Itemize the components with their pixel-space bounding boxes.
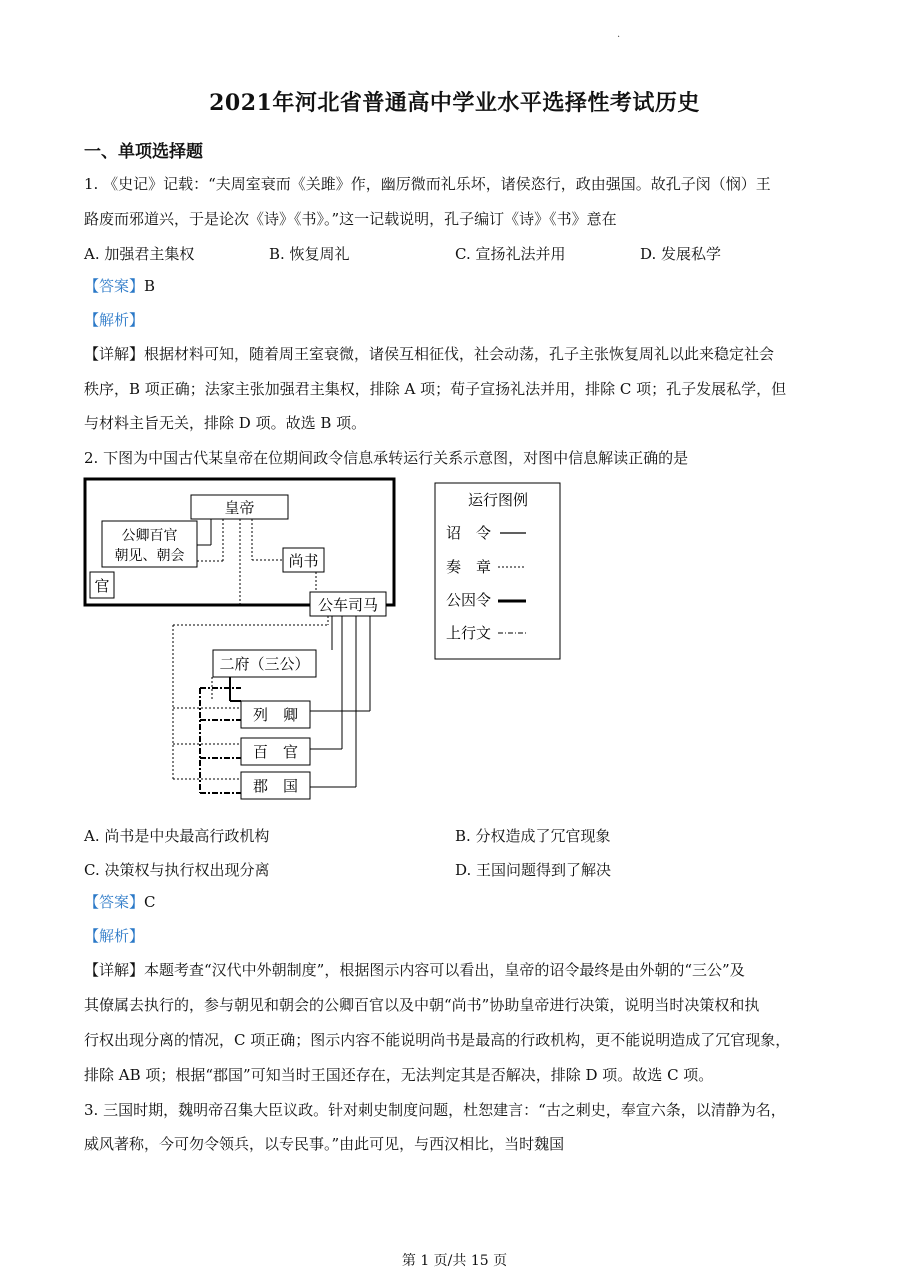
q2-option-c: C. 决策权与执行权出现分离 <box>84 861 270 879</box>
q2-option-d: D. 王国问题得到了解决 <box>455 861 612 879</box>
detail-tag: 【详解】 <box>84 345 145 363</box>
emperor-label: 皇帝 <box>224 499 255 517</box>
answer-value: B <box>144 277 156 295</box>
junguo-label: 郡 国 <box>252 777 299 795</box>
q1-option-d: D. 发展私学 <box>640 245 722 263</box>
guan-label: 官 <box>94 577 110 595</box>
q2-answer <box>84 892 832 912</box>
baiguan-label: 百 官 <box>252 743 299 761</box>
q2-detail-line-3: 行权出现分离的情况，C 项正确；图示内容不能说明尚书是最高的行政机构，更不能说明造成了冗官现象， <box>84 1031 791 1049</box>
q3-stem-line-2: 威风著称，今可勿令领兵，以专民事。”由此可见，与西汉相比，当时魏国 <box>84 1135 565 1153</box>
legend-item-memorial: 奏 章 <box>446 558 492 576</box>
q1-analysis-tag: 【解析】 <box>84 311 145 329</box>
government-flow-diagram <box>80 475 570 810</box>
q1-detail-line-2: 秩序，B 项正确；法家主张加强君主集权，排除 A 项；荀子宣扬礼法并用，排除 C 项；孔子发展私学，但 <box>84 380 787 398</box>
exam-title: 2021年河北省普通高中学业水平选择性考试历史 <box>209 90 700 116</box>
q1-stem-line-1: 1. 《史记》记载：“夫周室衰而《关雎》作，幽厉微而礼乐坏，诸侯恣行，政由强国。故孔子闵（悯）王 <box>84 175 771 193</box>
lieqing-label: 列 卿 <box>252 706 299 724</box>
q2-detail-line-2: 其僚属去执行的，参与朝见和朝会的公卿百官以及中朝“尚书”协助皇帝进行决策，说明当时决策权和执 <box>84 996 760 1014</box>
q1-answer <box>84 276 832 296</box>
q1-detail-line-1 <box>84 344 832 364</box>
answer-value: C <box>144 893 156 911</box>
answer-tag: 【答案】 <box>84 893 145 911</box>
q2-detail-line-1 <box>84 960 832 980</box>
shangshu-label: 尚书 <box>288 552 319 570</box>
page-footer: 第 1 页/共 15 页 <box>401 1253 508 1269</box>
legend-item-official-order: 公因令 <box>446 591 492 609</box>
q1-option-b: B. 恢复周礼 <box>269 245 350 263</box>
officials-label-2: 朝见、朝会 <box>114 548 185 564</box>
q1-option-c: C. 宣扬礼法并用 <box>455 245 566 263</box>
answer-tag: 【答案】 <box>84 277 145 295</box>
q2-detail-line-4: 排除 AB 项；根据“郡国”可知当时王国还存在，无法判定其是否解决，排除 D 项。故选 C 项。 <box>84 1066 714 1084</box>
detail-text: 本题考查“汉代中外朝制度”，根据图示内容可以看出，皇帝的诏令最终是由外朝的“三公”及 <box>144 961 745 979</box>
legend-item-edict: 诏 令 <box>446 524 492 542</box>
erfu-label: 二府（三公） <box>219 655 310 673</box>
gongche-label: 公车司马 <box>317 596 379 614</box>
section-heading: 一、单项选择题 <box>84 142 203 162</box>
detail-text: 根据材料可知，随着周王室衰微，诸侯互相征伐，社会动荡，孔子主张恢复周礼以此来稳定社会 <box>144 345 775 363</box>
q1-stem-line-2: 路废而邪道兴，于是论次《诗》《书》。”这一记载说明，孔子编订《诗》《书》意在 <box>84 210 617 228</box>
q2-analysis-tag: 【解析】 <box>84 927 145 945</box>
officials-label-1: 公卿百官 <box>121 528 178 544</box>
q2-option-b: B. 分权造成了冗官现象 <box>455 827 611 845</box>
legend-title: 运行图例 <box>467 491 529 509</box>
q2-stem: 2. 下图为中国古代某皇帝在位期间政令信息承转运行关系示意图，对图中信息解读正确的是 <box>84 449 689 467</box>
detail-tag: 【详解】 <box>84 961 145 979</box>
q2-option-a: A. 尚书是中央最高行政机构 <box>84 827 270 845</box>
q1-option-a: A. 加强君主集权 <box>84 245 195 263</box>
q1-detail-line-3: 与材料主旨无关，排除 D 项。故选 B 项。 <box>84 414 367 432</box>
q3-stem-line-1: 3. 三国时期，魏明帝召集大臣议政。针对刺史制度问题，杜恕建言：“古之刺史，奉宣六条，以清静为名， <box>84 1101 786 1119</box>
legend-item-upward-doc: 上行文 <box>446 624 492 642</box>
page-mark: · <box>617 32 621 43</box>
